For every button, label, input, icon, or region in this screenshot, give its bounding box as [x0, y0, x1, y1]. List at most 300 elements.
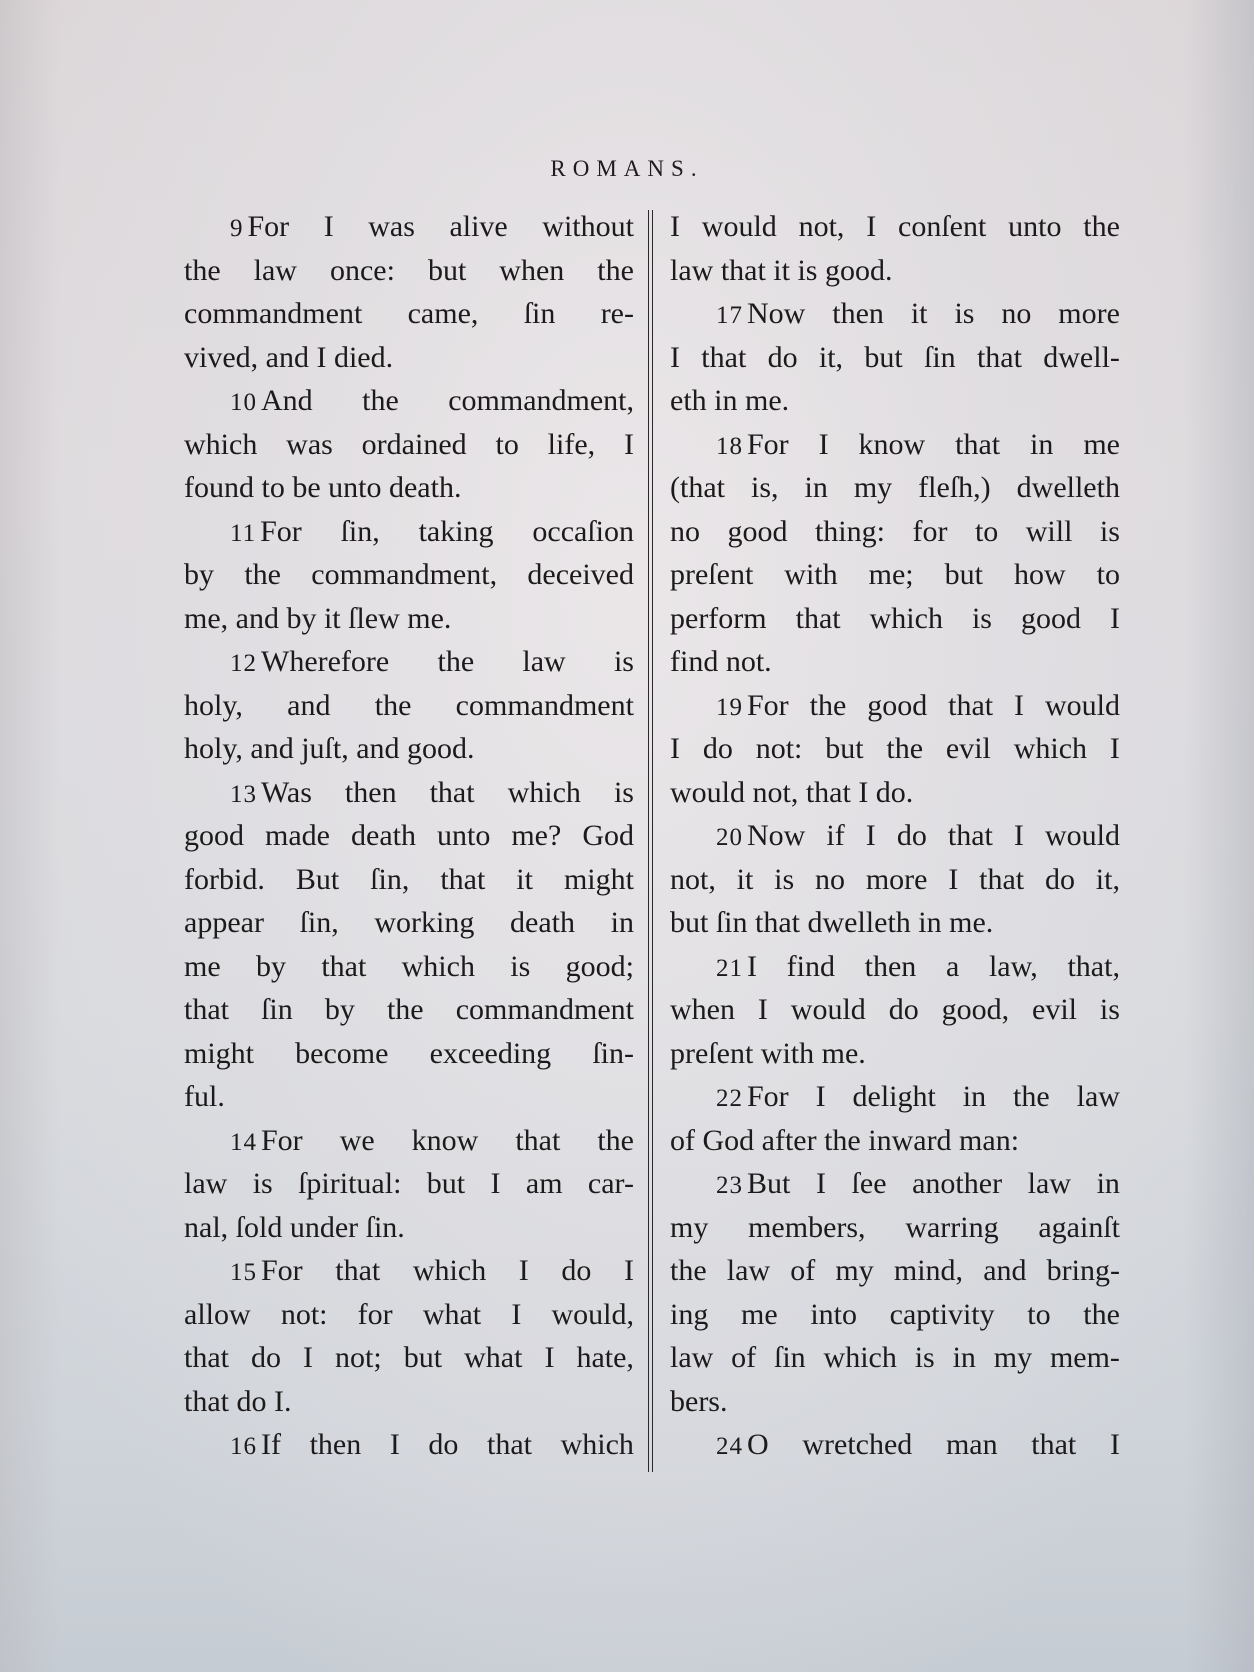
text-line: [670, 1336, 1120, 1380]
word: my: [853, 471, 893, 504]
word: the: [437, 645, 475, 678]
word: in: [804, 471, 828, 504]
word: is: [914, 1341, 935, 1374]
verse-start-line: [670, 1162, 1120, 1206]
word: of: [731, 1341, 757, 1374]
verse-number: 23: [716, 1172, 743, 1199]
line-text: [261, 1423, 634, 1467]
line-text: [184, 292, 634, 336]
line-text: but ſin that dwelleth in me.: [670, 906, 994, 939]
word: would,: [551, 1297, 634, 1331]
word: perform: [670, 601, 767, 635]
word: more: [865, 862, 928, 896]
word: I: [1109, 601, 1120, 635]
word: then: [832, 297, 884, 330]
word: do: [702, 732, 733, 765]
word: law: [522, 645, 566, 678]
word: the: [886, 732, 924, 765]
line-text: [747, 684, 1120, 728]
text-line: [670, 466, 1120, 510]
word: For: [261, 1254, 303, 1287]
word: do: [251, 1341, 282, 1374]
text-line: [184, 1336, 634, 1380]
word: I: [866, 210, 877, 243]
line-text: [261, 771, 634, 815]
text-line: [184, 814, 634, 858]
verse-start-line: [670, 945, 1120, 989]
word: I: [623, 1254, 634, 1287]
verse-number: 15: [230, 1259, 257, 1286]
word: the: [374, 688, 412, 722]
word: fleſh,): [918, 471, 991, 504]
word: the: [597, 253, 634, 287]
word: I: [818, 427, 829, 461]
word: warring: [905, 1210, 999, 1244]
line-text: [184, 1336, 634, 1380]
word: that: [979, 862, 1025, 896]
word: I: [747, 949, 757, 983]
word: good,: [941, 993, 1010, 1026]
word: become: [295, 1036, 389, 1070]
verse-number: 17: [716, 302, 743, 329]
word: not,: [670, 862, 716, 896]
text-line: [670, 1249, 1120, 1293]
word: I: [670, 732, 680, 765]
line-text: [670, 1206, 1120, 1250]
text-line: [184, 1206, 634, 1250]
word: good: [867, 688, 928, 722]
word: ſin,: [370, 862, 410, 896]
word: not;: [335, 1341, 382, 1374]
word: captivity: [889, 1297, 995, 1331]
word: that: [184, 1341, 229, 1374]
word: And: [261, 384, 313, 417]
line-text: find not.: [670, 645, 772, 678]
word: the: [362, 384, 399, 417]
word: ſin: [924, 340, 956, 374]
word: find: [786, 949, 835, 983]
verse-start-line: [670, 292, 1120, 336]
line-text: [184, 249, 634, 293]
line-text: [670, 466, 1120, 510]
line-text: vived, and I died.: [184, 340, 394, 374]
word: law: [184, 1167, 228, 1200]
word: made: [265, 819, 330, 852]
word: is: [613, 645, 634, 678]
word: commandment: [455, 993, 634, 1026]
line-text: [670, 1293, 1120, 1337]
word: unto: [1008, 210, 1062, 243]
word: I: [323, 210, 334, 243]
word: the: [386, 993, 424, 1026]
verse-number: 13: [230, 780, 257, 808]
word: not:: [280, 1297, 328, 1331]
line-text: that do I.: [184, 1384, 292, 1418]
word: then: [309, 1428, 362, 1461]
word: commandment,: [448, 384, 634, 417]
text-line: [184, 1075, 634, 1119]
word: deceived: [527, 558, 634, 591]
line-text: [184, 1293, 634, 1337]
line-text: preſent with me.: [670, 1036, 866, 1070]
word: members,: [748, 1210, 866, 1244]
text-line: [184, 1162, 634, 1206]
line-text: [261, 1249, 634, 1293]
verse-number: 22: [716, 1085, 743, 1112]
word: I: [624, 427, 634, 461]
verse-number: 10: [230, 389, 257, 416]
word: is: [1099, 514, 1120, 548]
text-line: [670, 901, 1120, 945]
word: but: [403, 1341, 443, 1374]
verse-start-line: [184, 510, 634, 554]
word: to: [1027, 1297, 1051, 1331]
word: mind,: [893, 1254, 964, 1287]
word: But: [747, 1167, 791, 1200]
word: in: [1030, 427, 1054, 461]
word: what: [464, 1341, 523, 1374]
text-line: [184, 249, 634, 293]
word: that: [795, 601, 841, 635]
line-text: eth in me.: [670, 384, 790, 417]
line-text: [184, 988, 634, 1032]
text-line: [670, 1293, 1120, 1337]
word: law: [253, 253, 297, 287]
word: my: [993, 1341, 1033, 1374]
word: it: [736, 862, 754, 896]
word: without: [542, 210, 634, 243]
word: I: [544, 1341, 555, 1374]
word: do: [767, 340, 798, 374]
line-text: [184, 901, 634, 945]
word: me?: [511, 819, 562, 852]
line-text: [670, 553, 1120, 597]
column-rule: [648, 210, 649, 1472]
word: that: [947, 819, 993, 852]
word: ſin: [261, 993, 293, 1026]
word: For: [747, 1080, 789, 1113]
text-line: [670, 510, 1120, 554]
word: to: [1096, 558, 1120, 591]
word: for: [912, 514, 948, 548]
line-text: ful.: [184, 1080, 225, 1113]
verse-start-line: [670, 814, 1120, 858]
word: ſin: [523, 297, 556, 330]
word: was: [368, 210, 415, 243]
word: not,: [798, 210, 845, 243]
word: that: [487, 1428, 533, 1461]
word: good: [184, 819, 244, 852]
word: would: [1044, 688, 1120, 722]
word: that: [1031, 1428, 1077, 1461]
word: it: [910, 297, 928, 330]
word: is: [252, 1167, 273, 1200]
line-text: [184, 423, 634, 467]
word: a: [945, 949, 960, 983]
word: was: [286, 427, 333, 461]
word: is: [954, 297, 975, 330]
line-text: [260, 510, 634, 554]
line-text: [670, 988, 1120, 1032]
line-text: [670, 205, 1120, 249]
word: but: [427, 253, 467, 287]
word: holy,: [184, 688, 243, 722]
word: by: [184, 558, 214, 591]
verse-start-line: [184, 640, 634, 684]
line-text: nal, ſold under ſin.: [184, 1210, 405, 1244]
page-edge-shadow-right: [1184, 0, 1254, 1672]
word: the: [670, 1254, 707, 1287]
verse-start-line: [184, 1423, 634, 1467]
line-text: [747, 1423, 1120, 1467]
line-text: [248, 205, 635, 249]
word: how: [1013, 558, 1066, 591]
word: in: [1096, 1167, 1120, 1200]
word: with: [784, 558, 838, 591]
verse-start-line: [184, 379, 634, 423]
verse-number: 9: [230, 215, 244, 242]
word: For: [261, 1123, 303, 1157]
text-line: [184, 988, 634, 1032]
word: into: [810, 1297, 857, 1331]
text-line: [184, 423, 634, 467]
word: what: [422, 1297, 482, 1331]
word: I: [1013, 819, 1024, 852]
word: which: [184, 427, 258, 461]
line-text: [747, 945, 1120, 989]
word: But: [295, 862, 340, 896]
word: is,: [750, 471, 779, 504]
word: I: [865, 819, 876, 852]
word: law: [670, 1341, 714, 1374]
word: that: [701, 340, 747, 374]
word: me: [741, 1297, 778, 1331]
word: law,: [988, 949, 1038, 983]
word: when: [670, 993, 735, 1026]
word: which: [507, 775, 581, 809]
line-text: [747, 292, 1120, 336]
word: and: [983, 1254, 1027, 1287]
word: but: [825, 732, 864, 765]
word: it: [516, 862, 533, 896]
verse-start-line: [670, 423, 1120, 467]
word: I: [511, 1297, 522, 1331]
word: hate,: [576, 1341, 634, 1374]
word: Wherefore: [261, 645, 390, 678]
text-line: [184, 1380, 634, 1424]
word: I: [670, 210, 680, 243]
text-line: [184, 292, 634, 336]
word: car-: [587, 1167, 634, 1200]
word: which: [1013, 732, 1088, 765]
word: am: [525, 1167, 563, 1200]
word: might: [563, 862, 634, 896]
word: that: [948, 688, 994, 722]
word: dwell-: [1043, 340, 1120, 374]
word: unto: [436, 819, 491, 852]
line-text: holy, and juſt, and good.: [184, 732, 475, 765]
word: which: [869, 601, 943, 635]
word: I: [518, 1254, 529, 1287]
text-line: [184, 858, 634, 902]
word: thing:: [814, 514, 885, 548]
left-column: [184, 205, 634, 1467]
word: For: [747, 427, 789, 461]
word: is: [774, 862, 795, 896]
word: which: [412, 1254, 487, 1287]
line-text: [184, 858, 634, 902]
word: which: [560, 1428, 634, 1461]
verse-number: 24: [716, 1433, 743, 1460]
word: dwelleth: [1016, 471, 1120, 504]
word: by: [255, 949, 286, 983]
word: O: [747, 1428, 769, 1461]
line-text: [747, 814, 1120, 858]
word: we: [339, 1123, 375, 1157]
text-line: [670, 988, 1120, 1032]
word: and: [287, 688, 331, 722]
text-line: [184, 336, 634, 380]
line-text: [670, 1249, 1120, 1293]
word: when: [499, 253, 565, 287]
word: would: [790, 993, 866, 1026]
word: do: [896, 819, 927, 852]
word: would: [1044, 819, 1120, 852]
line-text: [184, 684, 634, 728]
word: wretched: [802, 1428, 913, 1461]
text-line: [184, 597, 634, 641]
word: conſent: [898, 210, 987, 243]
word: the: [1083, 1297, 1120, 1331]
text-line: [670, 727, 1120, 771]
word: ſpiritual:: [298, 1167, 402, 1200]
word: then: [864, 949, 917, 983]
word: I: [1109, 732, 1120, 765]
verse-number: 16: [230, 1433, 257, 1460]
verse-start-line: [184, 1119, 634, 1163]
verse-start-line: [184, 771, 634, 815]
word: my: [670, 1210, 709, 1244]
line-text: would not, that I do.: [670, 775, 914, 809]
line-text: [670, 1336, 1120, 1380]
word: that: [440, 862, 486, 896]
word: I: [815, 1080, 826, 1113]
text-line: [670, 597, 1120, 641]
word: me;: [868, 558, 914, 591]
text-line: [670, 249, 1120, 293]
line-text: [261, 379, 634, 423]
text-line: [184, 901, 634, 945]
word: it,: [1095, 862, 1120, 896]
verse-start-line: [670, 1423, 1120, 1467]
verse-number: 14: [230, 1128, 257, 1156]
line-text: [261, 1119, 634, 1163]
line-text: [670, 336, 1120, 380]
word: ing: [670, 1297, 709, 1331]
word: I: [757, 993, 768, 1026]
word: againſt: [1038, 1210, 1120, 1244]
word: that: [429, 775, 475, 809]
word: but: [426, 1167, 466, 1200]
word: ſin,: [340, 514, 380, 548]
word: that: [976, 340, 1022, 374]
word: good: [727, 514, 788, 548]
line-text: [184, 814, 634, 858]
word: ordained: [361, 427, 467, 461]
word: (that: [670, 471, 725, 504]
word: then: [344, 775, 397, 809]
word: is: [1099, 993, 1120, 1026]
word: appear: [184, 906, 264, 939]
word: is: [510, 949, 531, 983]
text-line: [670, 858, 1120, 902]
page-edge-shadow-left: [0, 0, 60, 1672]
word: God: [582, 819, 634, 852]
word: know: [411, 1123, 479, 1157]
text-line: [184, 684, 634, 728]
word: the: [597, 1123, 634, 1157]
word: the: [184, 253, 221, 287]
word: mem-: [1049, 1341, 1120, 1374]
word: commandment,: [311, 558, 498, 591]
text-line: [670, 336, 1120, 380]
word: know: [858, 427, 926, 461]
verse-number: 11: [230, 519, 257, 547]
word: I: [389, 1428, 400, 1461]
word: do: [1044, 862, 1075, 896]
line-text: [670, 597, 1120, 641]
word: alive: [449, 210, 508, 243]
line-text: [670, 727, 1120, 771]
text-line: [670, 1032, 1120, 1076]
text-line: [184, 1293, 634, 1337]
word: that: [515, 1123, 561, 1157]
verse-start-line: [670, 684, 1120, 728]
word: no: [670, 514, 700, 548]
word: do: [428, 1428, 459, 1461]
text-line: [670, 205, 1120, 249]
text-line: [670, 553, 1120, 597]
word: man: [945, 1428, 998, 1461]
word: that: [335, 1254, 381, 1287]
text-line: [670, 1119, 1120, 1163]
line-text: found to be unto death.: [184, 471, 462, 504]
word: which: [401, 949, 475, 983]
line-text: bers.: [670, 1384, 728, 1418]
word: I: [1014, 688, 1025, 722]
word: me: [184, 949, 221, 983]
column-rule: [652, 210, 653, 1472]
word: came,: [407, 297, 479, 330]
right-column: [670, 205, 1120, 1467]
word: ſin,: [299, 906, 339, 939]
word: life,: [547, 427, 596, 461]
word: do: [561, 1254, 592, 1287]
word: but: [944, 558, 983, 591]
word: bring-: [1046, 1254, 1120, 1287]
word: I: [815, 1167, 826, 1200]
word: law: [1076, 1080, 1120, 1113]
word: by: [324, 993, 355, 1026]
word: Now: [747, 819, 806, 852]
line-text: [184, 945, 634, 989]
word: evil: [1032, 993, 1078, 1026]
verse-start-line: [670, 1075, 1120, 1119]
line-text: [184, 1162, 634, 1206]
word: good: [1020, 601, 1081, 635]
word: another: [912, 1167, 1003, 1200]
word: I: [948, 862, 959, 896]
